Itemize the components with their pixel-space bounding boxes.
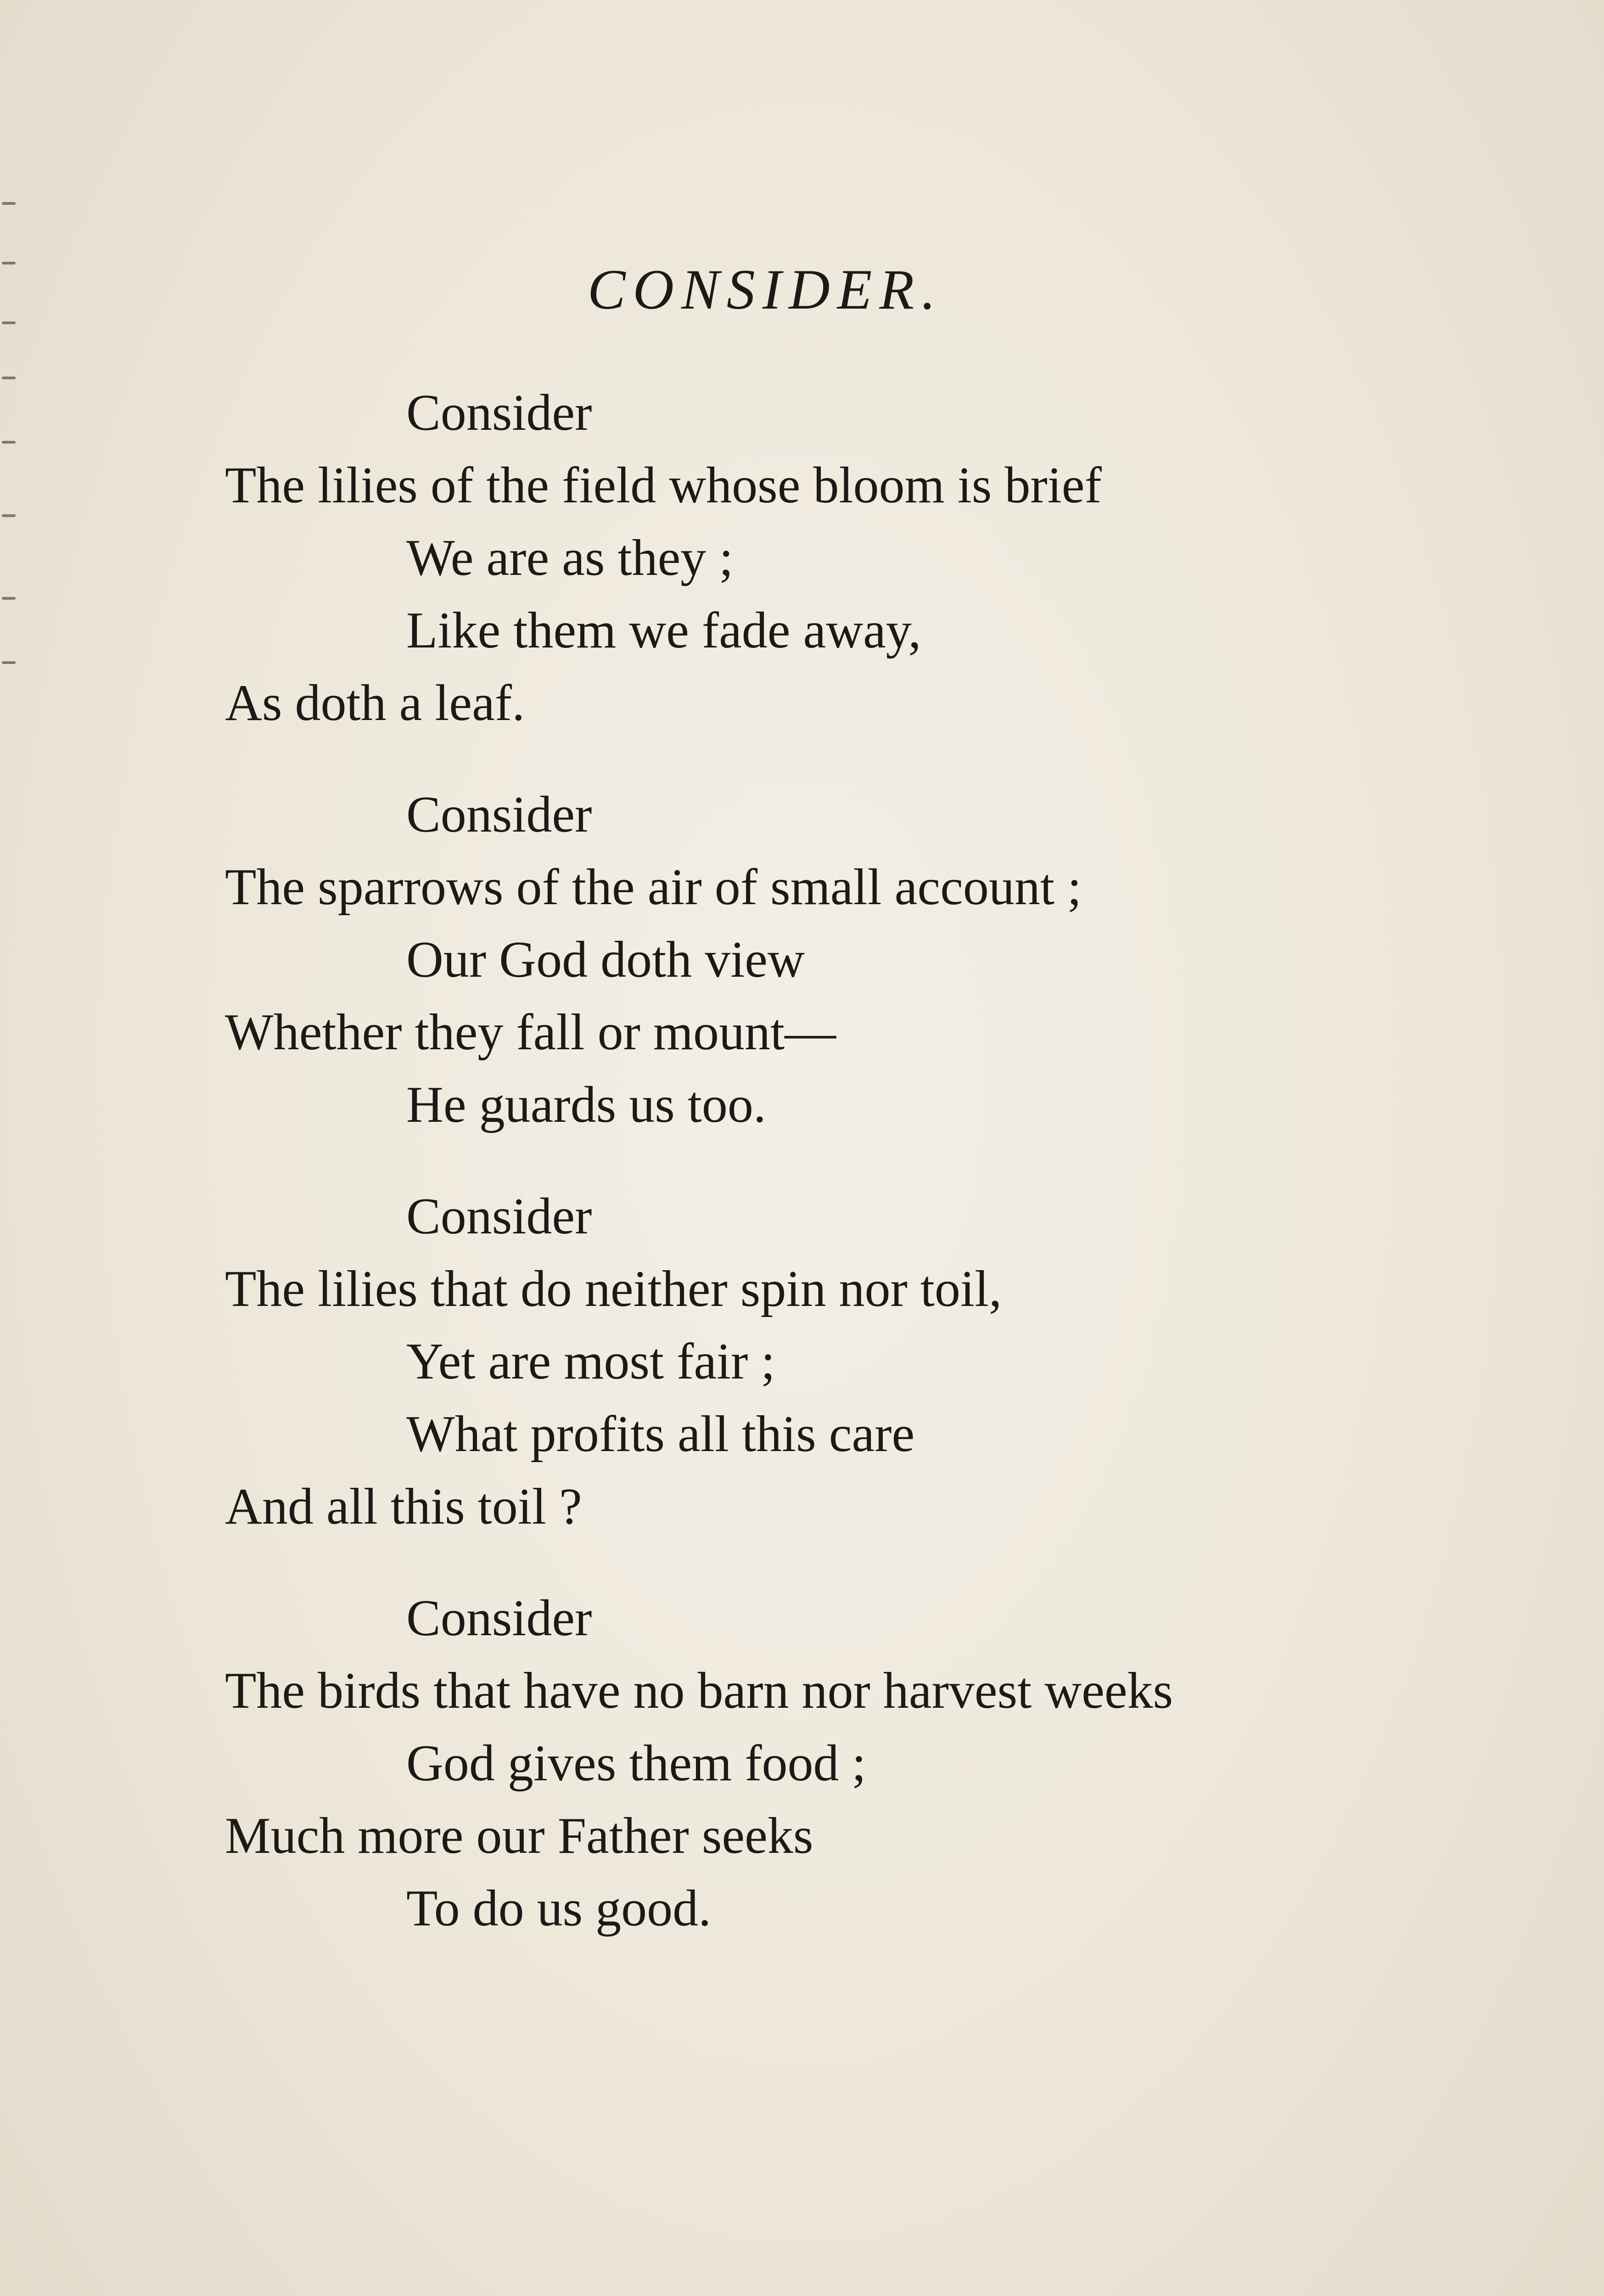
poem-line: Like them we fade away, [406, 602, 921, 659]
poem-line: And all this toil ? [225, 1478, 582, 1535]
poem-line: The lilies that do neither spin nor toil, [225, 1261, 1002, 1317]
poem-line: Yet are most fair ; [406, 1333, 775, 1390]
poem-line: Consider [406, 384, 592, 441]
poem-line: Consider [406, 1590, 592, 1647]
poem-line: As doth a leaf. [225, 675, 525, 732]
stanza [225, 1582, 1373, 1945]
poem-line: The birds that have no barn nor harvest weeks [225, 1662, 1173, 1719]
poem-line: God gives them food ; [406, 1735, 866, 1792]
poem-line: Consider [406, 1188, 592, 1245]
poem-line: What profits all this care [406, 1406, 915, 1463]
poem-line: He guards us too. [406, 1076, 766, 1133]
stanza [225, 1180, 1373, 1543]
poem-line: The sparrows of the air of small account ; [225, 859, 1082, 916]
poem-line: To do us good. [406, 1880, 712, 1937]
stanza [225, 778, 1373, 1141]
poem-line: Much more our Father seeks [225, 1807, 813, 1864]
poem-line: Whether they fall or mount— [225, 1004, 836, 1061]
poem-body [225, 377, 1373, 1984]
poem-line: Our God doth view [406, 931, 805, 988]
poem-title: CONSIDER. [587, 258, 943, 321]
poem-line: Consider [406, 786, 592, 843]
stanza [225, 377, 1373, 739]
poem-line: We are as they ; [406, 529, 734, 586]
poem-line: The lilies of the field whose bloom is brief [225, 457, 1102, 514]
